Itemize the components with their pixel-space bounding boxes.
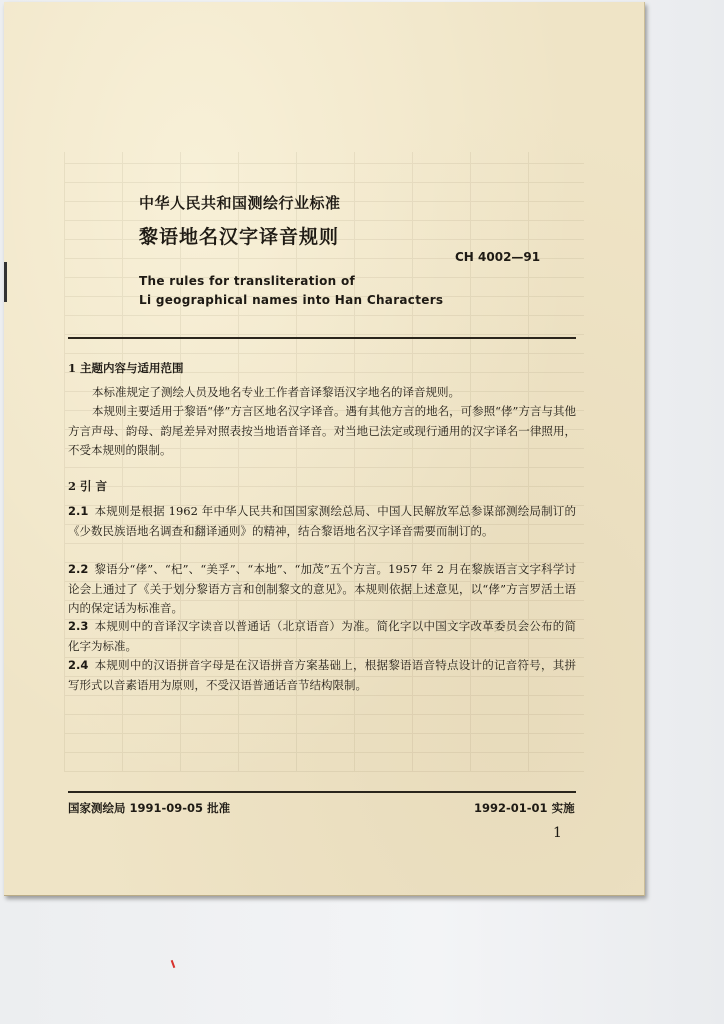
clause-2-1	[68, 502, 576, 541]
clause-text: 本规则中的音译汉字读音以普通话（北京语音）为准。简化字以中国文字改革委员会公布的简化字为标准。	[68, 619, 576, 653]
header-divider	[68, 337, 576, 339]
clause-number: 2.2	[68, 562, 89, 576]
issuing-organization: 中华人民共和国测绘行业标准	[139, 194, 341, 212]
clause-number: 2.3	[68, 619, 89, 633]
clause-number: 2.4	[68, 658, 89, 672]
section2-heading: 2 引 言	[68, 479, 108, 493]
section1-paragraph2: 本规则主要适用于黎语“侾”方言区地名汉字译音。遇有其他方言的地名，可参照“侾”方言与其他方言声母、韵母、韵尾差异对照表按当地语音译音。对当地已法定或现行通用的汉字译名一律照用，不受本规则的限制。	[68, 404, 576, 457]
standard-code: CH 4002—91	[455, 250, 541, 264]
binding-mark	[4, 262, 7, 302]
english-title-line2: Li geographical names into Han Characters	[139, 293, 444, 307]
clause-2-2	[68, 560, 576, 619]
section1-paragraph1: 本标准规定了测绘人员及地名专业工作者音译黎语汉字地名的译音规则。	[92, 385, 460, 399]
english-title-line1: The rules for transliteration of	[139, 274, 356, 288]
clause-text: 黎语分“侾”、“杞”、“美孚”、“本地”、“加茂”五个方言。1957 年 2 月在黎族语言文字科学讨论会上通过了《关于划分黎语方言和创制黎文的意见》。本规则依据上述意见，以“侾”方言罗活土语内的保定话为标准音。	[68, 562, 576, 615]
clause-text: 本规则中的汉语拼音字母是在汉语拼音方案基础上，根据黎语语音特点设计的记音符号，其拼写形式以音素语用为原则，不受汉语普通话音节结构限制。	[68, 658, 576, 692]
page-number: 1	[553, 825, 562, 841]
effective-date-line: 1992-01-01 实施	[474, 801, 575, 815]
clause-2-4	[68, 656, 576, 695]
clause-text: 本规则是根据 1962 年中华人民共和国国家测绘总局、中国人民解放军总参谋部测绘局制订的《少数民族语地名调查和翻译通则》的精神，结合黎语地名汉字译音需要而制订的。	[68, 504, 576, 538]
page-title: 黎语地名汉字译音规则	[139, 226, 340, 248]
section1-heading: 1 主题内容与适用范围	[68, 361, 184, 375]
footer-divider	[68, 791, 576, 793]
approval-line: 国家测绘局 1991-09-05 批准	[68, 801, 231, 815]
clause-number: 2.1	[68, 504, 89, 518]
clause-2-3	[68, 617, 576, 656]
